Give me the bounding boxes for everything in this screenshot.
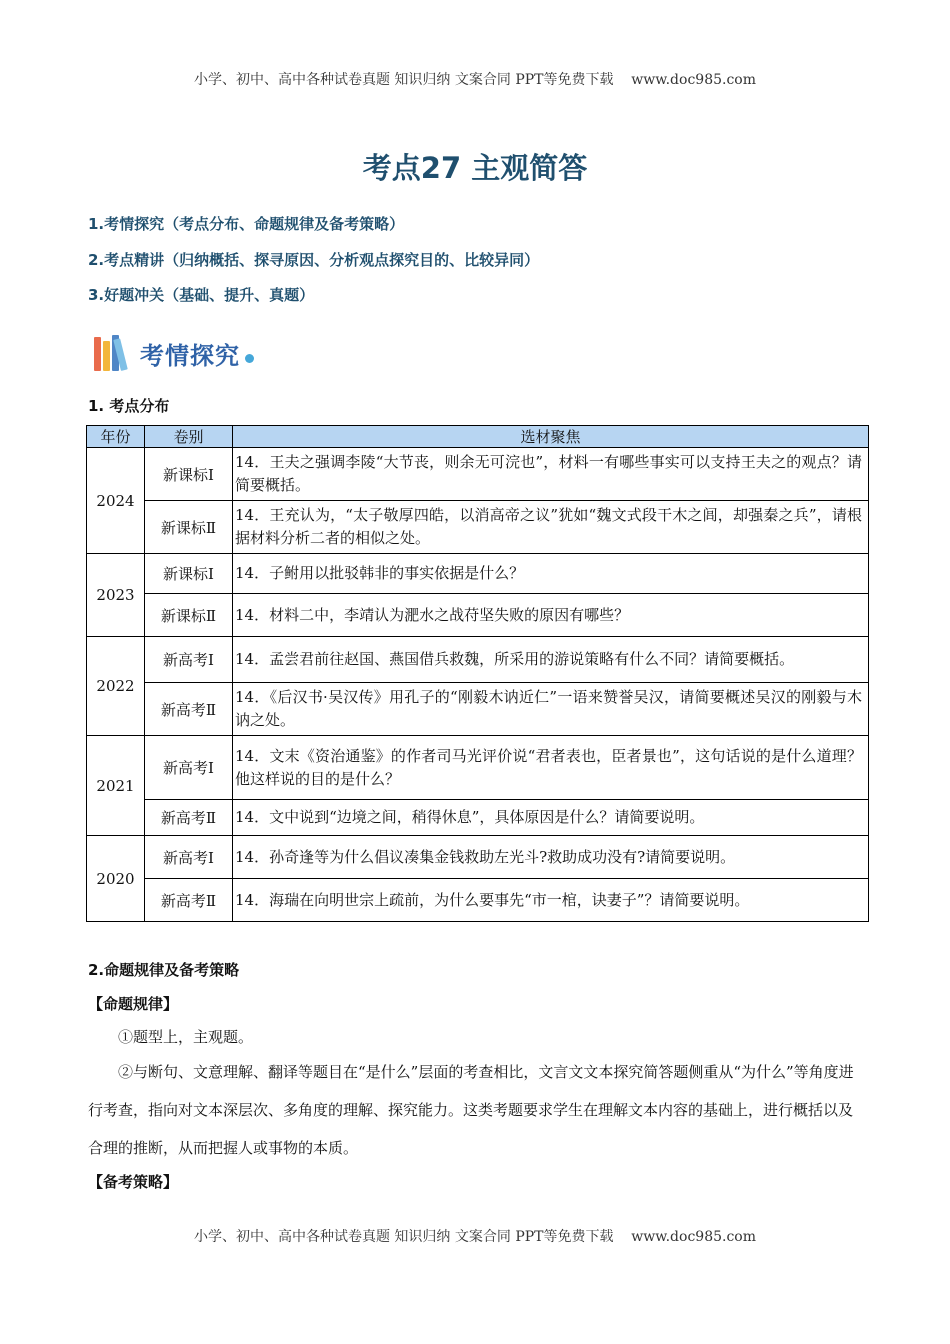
rules-paragraph-2: ②与断句、文意理解、翻译等题目在“是什么”层面的考查相比，文言文文本探究简答题侧重从“为什么”等角度进行考查，指向对文本深层次、多角度的理解、探究能力。这类考题要求学生在理解文本内容的基础上，进行概括以及合理的推断，从而把握人或事物的本质。 — [88, 1063, 854, 1157]
year-cell: 2024 — [87, 448, 145, 554]
paper-cell: 新高考Ⅰ — [145, 836, 233, 879]
table-row — [87, 736, 869, 800]
paper-cell: 新课标Ⅱ — [145, 501, 233, 554]
table-row — [87, 800, 869, 836]
question-cell: 14．孙奇逢等为什么倡议凑集金钱救助左光斗?救助成功没有?请简要说明。 — [233, 836, 869, 879]
question-cell: 14．《后汉书·吴汉传》用孔子的“刚毅木讷近仁”一语来赞誉吴汉，请简要概述吴汉的刚毅与木讷之处。 — [233, 683, 869, 736]
banner-label: 考情探究 — [140, 341, 240, 370]
page-title: 考点27 主观简答 — [362, 151, 588, 185]
question-cell: 14．文末《资治通鉴》的作者司马光评价说“君者表也，臣者景也”，这句话说的是什么道理？他这样说的目的是什么？ — [233, 736, 869, 800]
section-heading-distribution: 1. 考点分布 — [88, 397, 170, 415]
paper-cell: 新高考Ⅱ — [145, 879, 233, 922]
rules-paragraph-1: ①题型上，主观题。 — [118, 1028, 254, 1046]
table-row — [87, 554, 869, 594]
table-row — [87, 448, 869, 501]
year-cell: 2021 — [87, 736, 145, 836]
paper-cell: 新高考Ⅱ — [145, 683, 233, 736]
section-banner — [92, 331, 254, 375]
year-cell: 2020 — [87, 836, 145, 922]
column-header-paper: 卷别 — [145, 426, 233, 448]
table-row — [87, 836, 869, 879]
paper-cell: 新课标Ⅰ — [145, 448, 233, 501]
toc-item-2: 2.考点精讲（归纳概括、探寻原因、分析观点探究目的、比较异同） — [88, 251, 540, 269]
table-row — [87, 637, 869, 683]
table-header-row — [87, 426, 869, 448]
books-icon — [92, 333, 138, 373]
column-header-year: 年份 — [87, 426, 145, 448]
column-header-focus: 选材聚焦 — [233, 426, 869, 448]
table-row — [87, 683, 869, 736]
paper-cell: 新课标Ⅰ — [145, 554, 233, 594]
banner-dot-icon — [245, 354, 254, 363]
question-cell: 14．海瑞在向明世宗上疏前，为什么要事先“市一棺，诀妻子”？请简要说明。 — [233, 879, 869, 922]
toc-item-1: 1.考情探究（考点分布、命题规律及备考策略） — [88, 215, 405, 233]
year-cell: 2022 — [87, 637, 145, 736]
section-heading-rules: 2.命题规律及备考策略 — [88, 961, 240, 979]
table-row — [87, 879, 869, 922]
year-cell: 2023 — [87, 554, 145, 637]
question-cell: 14．王夫之强调李陵“大节丧，则余无可浣也”，材料一有哪些事实可以支持王夫之的观点？请简要概括。 — [233, 448, 869, 501]
paper-cell: 新课标Ⅱ — [145, 594, 233, 637]
paper-cell: 新高考Ⅰ — [145, 736, 233, 800]
paper-cell: 新高考Ⅰ — [145, 637, 233, 683]
question-cell: 14．孟尝君前往赵国、燕国借兵救魏，所采用的游说策略有什么不同？请简要概括。 — [233, 637, 869, 683]
strategy-heading: 【备考策略】 — [88, 1173, 179, 1191]
question-cell: 14．文中说到“边境之间，稍得休息”，具体原因是什么？请简要说明。 — [233, 800, 869, 836]
exam-distribution-table — [86, 425, 869, 922]
question-cell: 14．王充认为，“太子敬厚四皓，以消高帝之议”犹如“魏文式段干木之闾，却强秦之兵”，请根据材料分析二者的相似之处。 — [233, 501, 869, 554]
page-footer: 小学、初中、高中各种试卷真题 知识归纳 文案合同 PPT等免费下载 www.doc985.com — [193, 1229, 756, 1245]
toc-item-3: 3.好题冲关（基础、提升、真题） — [88, 286, 315, 304]
question-cell: 14．材料二中，李靖认为淝水之战苻坚失败的原因有哪些？ — [233, 594, 869, 637]
table-row — [87, 594, 869, 637]
table-row — [87, 501, 869, 554]
question-cell: 14．子鲋用以批驳韩非的事实依据是什么？ — [233, 554, 869, 594]
page-header: 小学、初中、高中各种试卷真题 知识归纳 文案合同 PPT等免费下载 www.doc985.com — [193, 72, 756, 88]
rules-heading: 【命题规律】 — [88, 995, 179, 1013]
paper-cell: 新高考Ⅱ — [145, 800, 233, 836]
